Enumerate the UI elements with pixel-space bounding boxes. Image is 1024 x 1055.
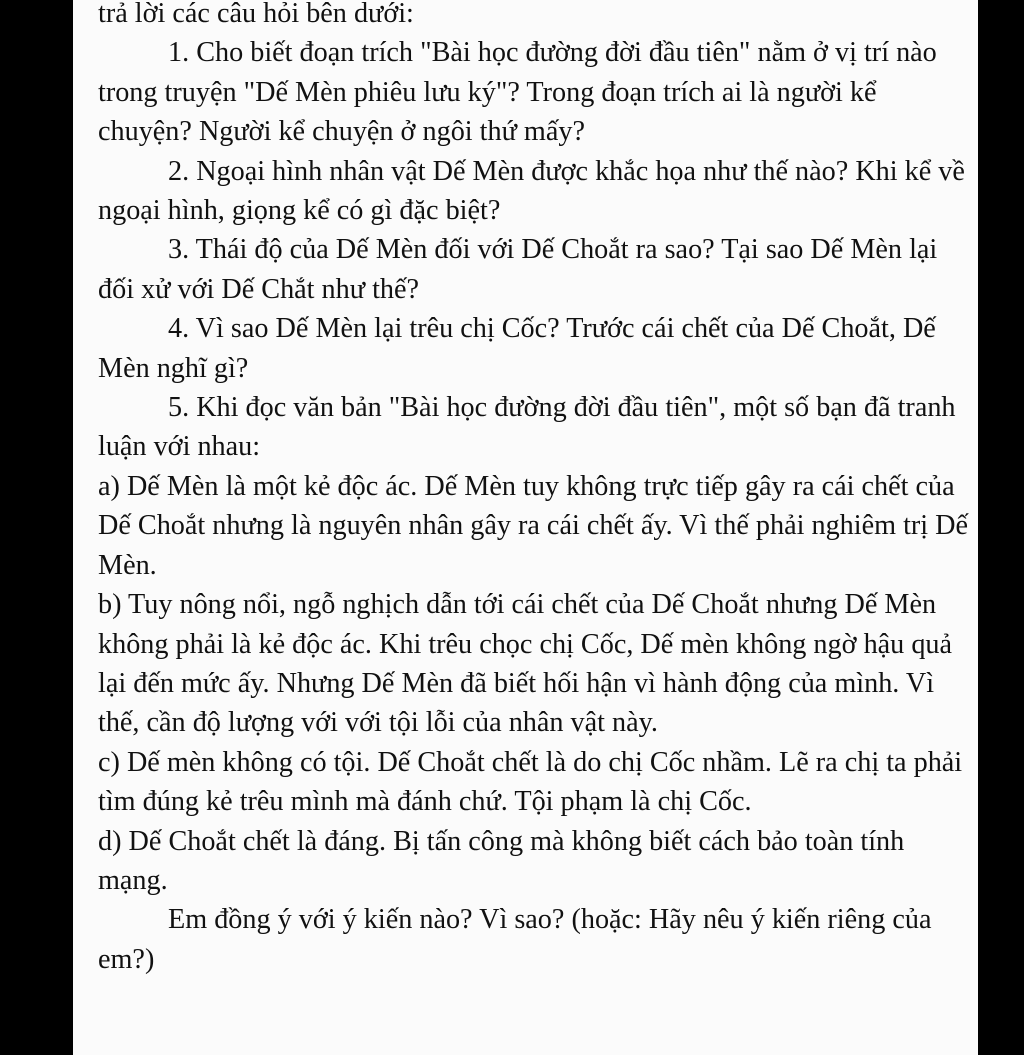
document-page [73, 0, 978, 1055]
opinion-d: d) Dế Choắt chết là đáng. Bị tấn công mà không biết cách bảo toàn tính mạng. [98, 825, 905, 896]
opinion-c: c) Dế mèn không có tội. Dế Choắt chết là do chị Cốc nhầm. Lẽ ra chị ta phải tìm đúng kẻ trêu mình mà đánh chứ. Tội phạm là chị Cốc. [98, 746, 963, 818]
opinion-b: b) Tuy nông nổi, ngỗ nghịch dẫn tới cái chết của Dế Choắt nhưng Dế Mèn không phải là kẻ độc ác. Khi trêu chọc chị Cốc, Dế mèn không ngờ hậu quả lại đến mức ấy. Nhưng Dế Mèn đã biết hối hận vì hành động của mình. Vì thế, cần độ lượng với với tội lỗi của nhân vật này. [98, 589, 953, 739]
closing-question: Em đồng ý với ý kiến nào? Vì sao? (hoặc: Hãy nêu ý kiến riêng của em?) [98, 904, 932, 975]
question-3: 3. Thái độ của Dế Mèn đối với Dế Choắt ra sao? Tại sao Dế Mèn lại đối xử với Dế Chắt như thế? [98, 234, 938, 305]
document-body [98, 0, 973, 979]
opinion-a: a) Dế Mèn là một kẻ độc ác. Dế Mèn tuy không trực tiếp gây ra cái chết của Dế Choắt nhưng là nguyên nhân gây ra cái chết ấy. Vì thế phải nghiêm trị Dế Mèn. [98, 470, 969, 581]
question-1: 1. Cho biết đoạn trích "Bài học đường đời đầu tiên" nằm ở vị trí nào trong truyện "Dế Mèn phiêu lưu ký"? Trong đoạn trích ai là người kể chuyện? Người kể chuyện ở ngôi thứ mấy? [98, 37, 937, 148]
intro-line: trả lời các câu hỏi bên dưới: [98, 0, 414, 29]
question-2: 2. Ngoại hình nhân vật Dế Mèn được khắc họa như thế nào? Khi kể về ngoại hình, giọng kể có gì đặc biệt? [98, 155, 965, 227]
question-4: 4. Vì sao Dế Mèn lại trêu chị Cốc? Trước cái chết của Dế Choắt, Dế Mèn nghĩ gì? [98, 313, 936, 384]
question-5: 5. Khi đọc văn bản "Bài học đường đời đầu tiên", một số bạn đã tranh luận với nhau: [98, 392, 956, 463]
